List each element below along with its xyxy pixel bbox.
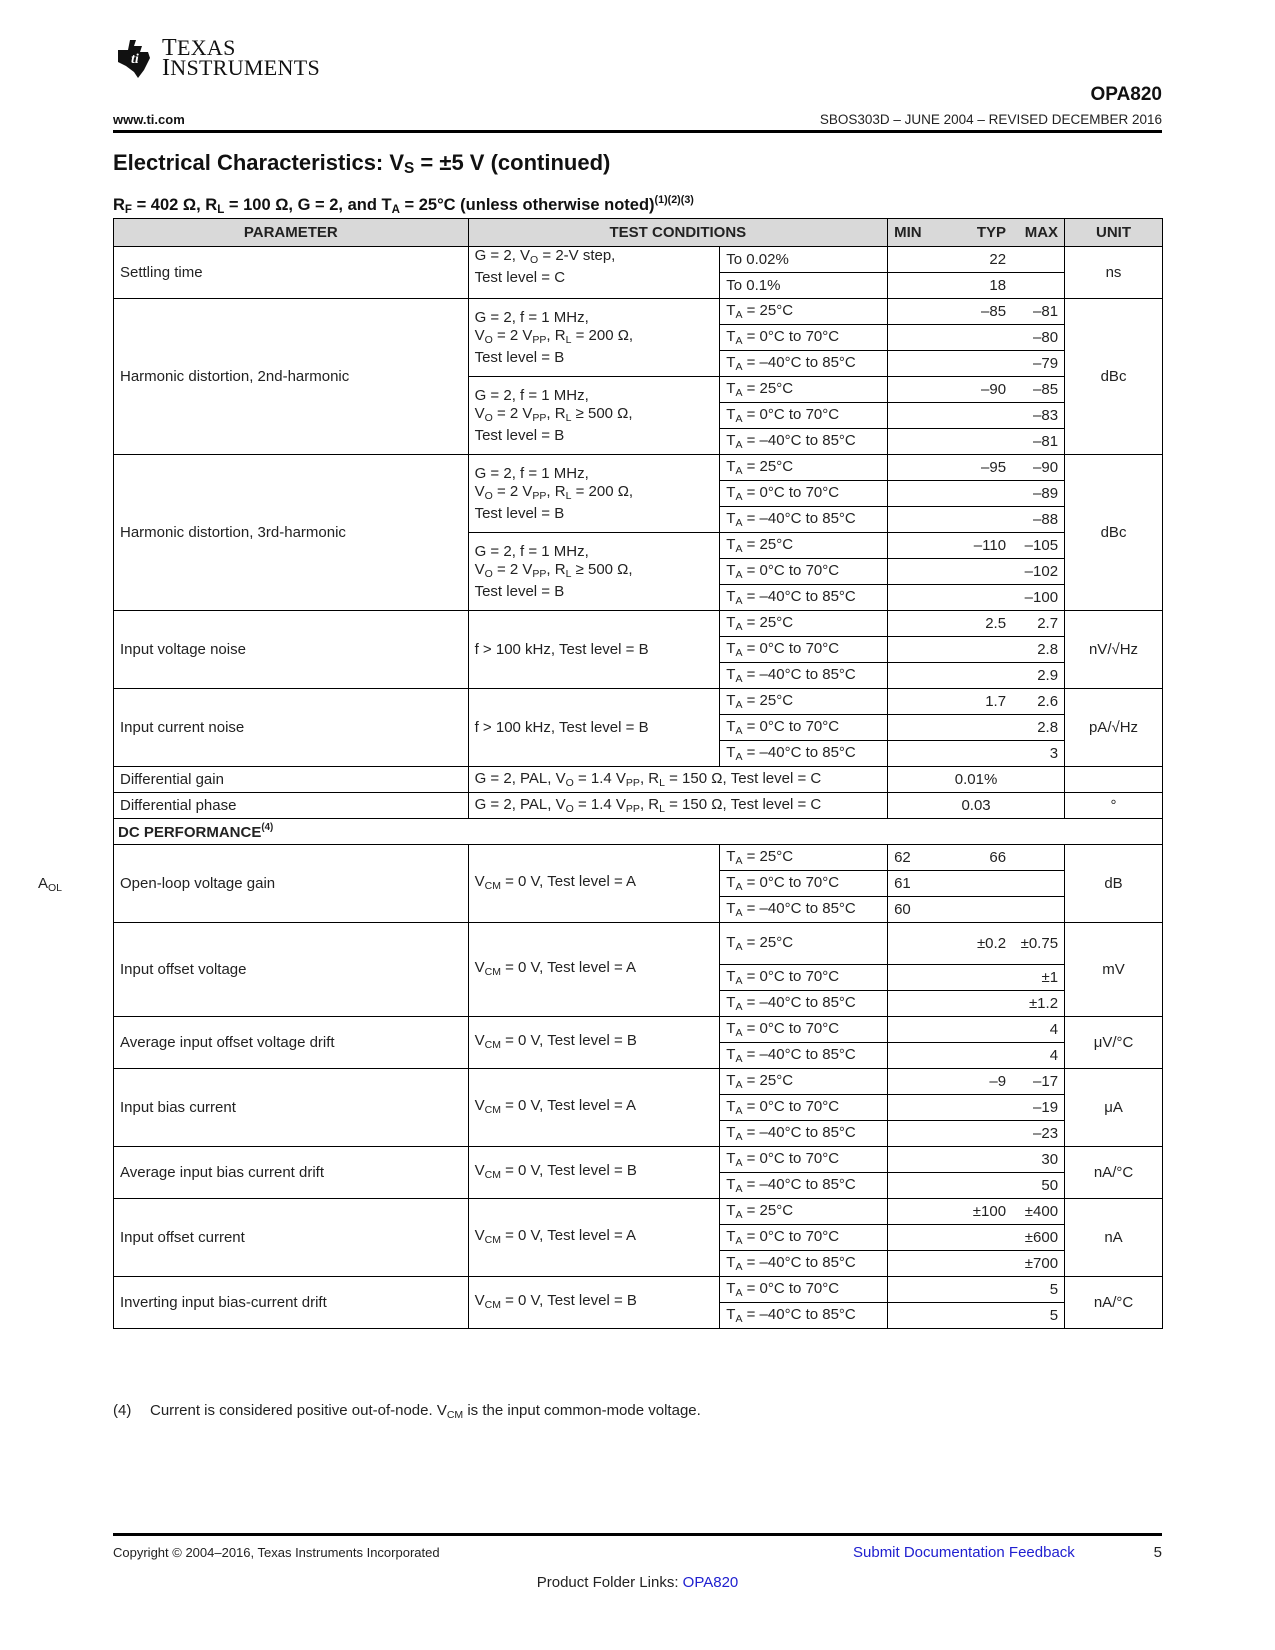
unit: nA/°C [1065,1147,1163,1199]
table-row [114,923,1163,965]
ta-condition: $T_A = 0^\circ C$ to 70°C [720,965,888,991]
value-cell: –102 [888,559,1065,585]
section-title: DC PERFORMANCE$^{(4)}$ [114,819,1163,845]
ta-condition: $T_A = 25^\circ C$ [720,377,888,403]
test-condition: G = 2, f = 1 MHz, $V_O = 2$ $V_{PP}$, $R_L = 200$ Ω, Test level = B [468,299,720,377]
ta-condition: $T_A = 0^\circ C$ to 70°C [720,325,888,351]
parameter-symbol: $A_{OL}$ [38,875,63,894]
ta-condition: $T_A = -40^\circ C$ to 85°C [720,1043,888,1069]
ta-condition: $T_A = -40^\circ C$ to 85°C [720,1121,888,1147]
test-condition: f > 100 kHz, Test level = B [468,611,720,689]
value-cell: 60 [888,897,1065,923]
ta-condition: $T_A = 0^\circ C$ to 70°C [720,403,888,429]
value-cell: –89 [888,481,1065,507]
part-number: OPA820 [1090,84,1162,105]
unit: μV/°C [1065,1017,1163,1069]
unit: nA/°C [1065,1277,1163,1329]
unit: dBc [1065,455,1163,611]
value-cell: 18 [888,273,1065,299]
table-row [114,247,1163,273]
copyright: Copyright © 2004–2016, Texas Instruments Incorporated [113,1545,440,1560]
footnote-4: (4) Current is considered positive out-of-node. $V_{CM}$ is the input common-mode voltage. [113,1402,701,1421]
ta-condition: $T_A = -40^\circ C$ to 85°C [720,429,888,455]
parameter-name: Differential gain [114,767,469,793]
parameter-name: Input current noise [114,689,469,767]
test-condition: G = 2, f = 1 MHz, $V_O = 2$ $V_{PP}$, $R_L \ge 500$ Ω, Test level = B [468,377,720,455]
value-cell: ±1.2 [888,991,1065,1017]
page-title: Electrical Characteristics: $V_S = \pm 5$ V (continued) [113,150,611,177]
table-row [114,1199,1163,1225]
value-cell: –9 –17 [888,1069,1065,1095]
ta-condition: $T_A = 0^\circ C$ to 70°C [720,481,888,507]
ta-condition: $T_A = 25^\circ C$ [720,689,888,715]
value-cell: 22 [888,247,1065,273]
ta-condition: $T_A = -40^\circ C$ to 85°C [720,351,888,377]
ta-condition: $T_A = -40^\circ C$ to 85°C [720,507,888,533]
test-condition: G = 2, PAL, $V_O = 1.4$ $V_{PP}$, $R_L = 150$ Ω, Test level = C [468,793,887,819]
test-condition: $V_{CM} = 0$ V, Test level = A [468,1199,720,1277]
value-cell: ±700 [888,1251,1065,1277]
table-row [114,299,1163,325]
value-cell: ±600 [888,1225,1065,1251]
table-row [114,845,1163,871]
ta-condition: $T_A = 0^\circ C$ to 70°C [720,1017,888,1043]
value-cell: ±0.2 ±0.75 [888,923,1065,965]
unit: ° [1065,793,1163,819]
test-condition: $V_{CM} = 0$ V, Test level = A [468,923,720,1017]
ta-condition: $T_A = -40^\circ C$ to 85°C [720,741,888,767]
footer-rule [113,1533,1162,1536]
test-condition: $V_{CM} = 0$ V, Test level = B [468,1147,720,1199]
parameter-name: Differential phase [114,793,469,819]
value-cell: –19 [888,1095,1065,1121]
header-parameter: PARAMETER [114,219,469,247]
test-condition: G = 2, f = 1 MHz, $V_O = 2$ $V_{PP}$, $R_L \ge 500$ Ω, Test level = B [468,533,720,611]
test-condition: $V_{CM} = 0$ V, Test level = A [468,1069,720,1147]
product-folder-link[interactable]: OPA820 [682,1574,739,1591]
test-condition: G = 2, $V_O = 2-V$ step, Test level = C [468,247,720,299]
test-condition: $V_{CM} = 0$ V, Test level = B [468,1277,720,1329]
value-cell: –88 [888,507,1065,533]
value-cell: 5 [888,1303,1065,1329]
table-row [114,611,1163,637]
value-cell: 3 [888,741,1065,767]
test-condition: G = 2, f = 1 MHz, $V_O = 2$ $V_{PP}$, $R_L = 200$ Ω, Test level = B [468,455,720,533]
ta-condition: $T_A = 0^\circ C$ to 70°C [720,637,888,663]
value-cell: 0.03 [888,793,1065,819]
table-row [114,1017,1163,1043]
test-condition: f > 100 kHz, Test level = B [468,689,720,767]
ta-condition: $T_A = 0^\circ C$ to 70°C [720,715,888,741]
ta-condition: $T_A = 0^\circ C$ to 70°C [720,1277,888,1303]
value-cell: –23 [888,1121,1065,1147]
submit-feedback-link[interactable]: Submit Documentation Feedback [853,1544,1075,1561]
table-row [114,1069,1163,1095]
parameter-name: Average input bias current drift [114,1147,469,1199]
header-rule [113,130,1162,133]
parameter-name: Input bias current [114,1069,469,1147]
parameter-name: Settling time [114,247,469,299]
logo-line1: TEXAS [162,35,236,61]
section-header-row [114,819,1163,845]
ta-condition: $T_A = 25^\circ C$ [720,611,888,637]
value-cell: 30 [888,1147,1065,1173]
ta-condition: $T_A = 0^\circ C$ to 70°C [720,1095,888,1121]
value-cell: –79 [888,351,1065,377]
table-row [114,1147,1163,1173]
value-cell: 4 [888,1017,1065,1043]
table-row [114,689,1163,715]
value-cell: 2.8 [888,637,1065,663]
product-folder-links: Product Folder Links: OPA820 [536,1574,739,1591]
value-cell: 2.5 2.7 [888,611,1065,637]
unit: μA [1065,1069,1163,1147]
ta-condition: To 0.02% [720,247,888,273]
value-cell: 2.8 [888,715,1065,741]
ta-condition: $T_A = 25^\circ C$ [720,533,888,559]
unit: ns [1065,247,1163,299]
ti-logo-icon [112,36,156,80]
document-id: SBOS303D – JUNE 2004 – REVISED DECEMBER 2016 [819,112,1162,127]
ta-condition: $T_A = 0^\circ C$ to 70°C [720,1225,888,1251]
value-cell: ±1 [888,965,1065,991]
ti-logo [112,36,320,80]
parameter-name: Harmonic distortion, 2nd-harmonic [114,299,469,455]
ta-condition: $T_A = -40^\circ C$ to 85°C [720,1251,888,1277]
ta-condition: $T_A = 25^\circ C$ [720,299,888,325]
table-row [114,767,1163,793]
value-cell: –80 [888,325,1065,351]
test-condition: $V_{CM} = 0$ V, Test level = A [468,845,720,923]
ta-condition: $T_A = -40^\circ C$ to 85°C [720,1173,888,1199]
test-condition: $V_{CM} = 0$ V, Test level = B [468,1017,720,1069]
ta-condition: $T_A = 25^\circ C$ [720,845,888,871]
value-cell: –100 [888,585,1065,611]
logo-line2: INSTRUMENTS [162,55,320,81]
test-conditions-caption: $R_F = 402$ Ω, $R_L = 100$ Ω, G = 2, and $T_A = 25^\circ C$ (unless otherwise noted)$^{(1)(2)(3)}$ [113,194,694,216]
website-link[interactable]: www.ti.com [113,112,185,127]
value-cell: –85 –81 [888,299,1065,325]
ta-condition: $T_A = -40^\circ C$ to 85°C [720,1303,888,1329]
unit: pA/√Hz [1065,689,1163,767]
parameter-name: Harmonic distortion, 3rd-harmonic [114,455,469,611]
unit: mV [1065,923,1163,1017]
value-cell: ±100 ±400 [888,1199,1065,1225]
parameter-name: Input voltage noise [114,611,469,689]
unit: dBc [1065,299,1163,455]
value-cell: 61 [888,871,1065,897]
value-cell: –83 [888,403,1065,429]
ta-condition: $T_A = 25^\circ C$ [720,1199,888,1225]
ta-condition: $T_A = -40^\circ C$ to 85°C [720,991,888,1017]
test-condition: G = 2, PAL, $V_O = 1.4$ $V_{PP}$, $R_L = 150$ Ω, Test level = C [468,767,887,793]
electrical-characteristics-table [38,218,1163,1329]
parameter-name: Inverting input bias-current drift [114,1277,469,1329]
ta-condition: To 0.1% [720,273,888,299]
parameter-name: Input offset voltage [114,923,469,1017]
value-cell: –81 [888,429,1065,455]
parameter-name: $A_{OL}$ Open-loop voltage gain [114,845,469,923]
value-cell: –95 –90 [888,455,1065,481]
header-test-conditions: TEST CONDITIONS [468,219,887,247]
value-cell: 5 [888,1277,1065,1303]
ta-condition: $T_A = 0^\circ C$ to 70°C [720,1147,888,1173]
value-cell: 50 [888,1173,1065,1199]
ta-condition: $T_A = -40^\circ C$ to 85°C [720,897,888,923]
value-cell: –110 –105 [888,533,1065,559]
ta-condition: $T_A = 0^\circ C$ to 70°C [720,559,888,585]
table-header-row [114,219,1163,247]
page-number: 5 [1153,1544,1162,1561]
value-cell: 0.01% [888,767,1065,793]
parameter-name: Input offset current [114,1199,469,1277]
header-unit: UNIT [1065,219,1163,247]
value-cell: 1.7 2.6 [888,689,1065,715]
unit [1065,767,1163,793]
value-cell: 4 [888,1043,1065,1069]
table-row [114,1277,1163,1303]
unit: dB [1065,845,1163,923]
unit: nV/√Hz [1065,611,1163,689]
unit: nA [1065,1199,1163,1277]
value-cell: 2.9 [888,663,1065,689]
table-row [114,455,1163,481]
parameter-name: Average input offset voltage drift [114,1017,469,1069]
ta-condition: $T_A = 25^\circ C$ [720,1069,888,1095]
ta-condition: $T_A = 25^\circ C$ [720,923,888,965]
ta-condition: $T_A = -40^\circ C$ to 85°C [720,585,888,611]
value-cell: 62 66 [888,845,1065,871]
ta-condition: $T_A = 0^\circ C$ to 70°C [720,871,888,897]
value-cell: –90 –85 [888,377,1065,403]
svg-text:ti: ti [131,52,139,67]
table-row [114,793,1163,819]
ta-condition: $T_A = 25^\circ C$ [720,455,888,481]
header-min-typ-max: MIN TYP MAX [888,219,1065,247]
ta-condition: $T_A = -40^\circ C$ to 85°C [720,663,888,689]
